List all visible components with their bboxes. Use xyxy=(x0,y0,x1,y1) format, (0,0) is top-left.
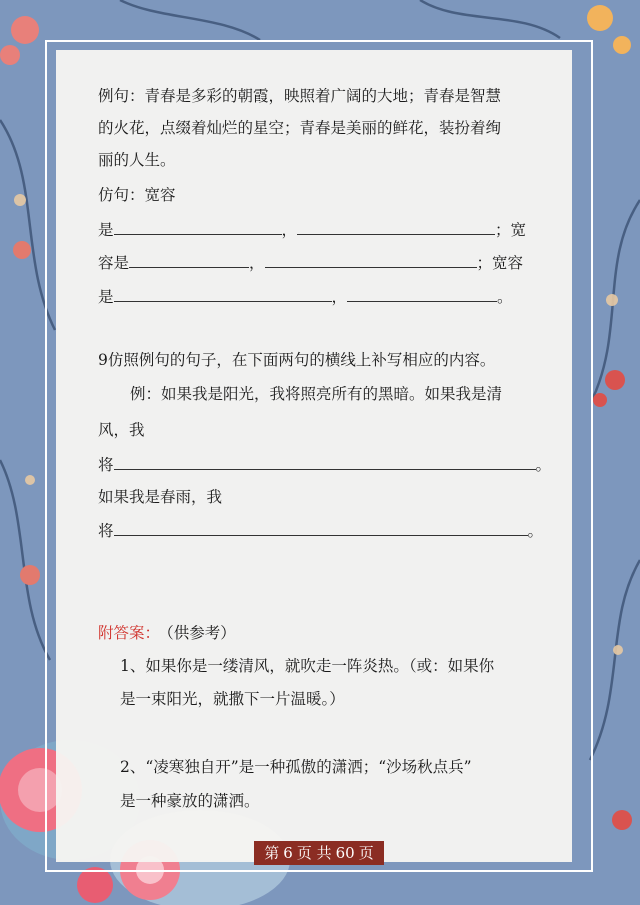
row1-sep: ， xyxy=(281,221,298,239)
question-9-spring: 如果我是春雨，我 xyxy=(98,488,223,506)
page-number-badge xyxy=(254,841,384,865)
row1-start: 是 xyxy=(98,221,114,239)
current-page: 6 xyxy=(283,844,293,862)
flower-top-left xyxy=(0,16,39,65)
row2-end: ；宽容 xyxy=(476,254,524,272)
flower-left xyxy=(13,241,40,585)
question-9-title: 9仿照例句的句子，在下面两句的横线上补写相应的内容。 xyxy=(98,351,496,369)
row3-start: 是 xyxy=(98,288,114,306)
imitation-row-2 xyxy=(98,252,558,274)
row1-end: ；宽 xyxy=(495,221,527,239)
row2-sep: ， xyxy=(249,254,265,272)
imitation-prompt: 仿句：宽容 xyxy=(98,186,176,204)
answer-blank[interactable] xyxy=(347,286,497,302)
flower-right xyxy=(593,370,632,830)
answer-1-line-2: 是一束阳光，就撒下一片温暖。） xyxy=(120,690,345,708)
row3-sep: ， xyxy=(331,288,348,306)
answers-heading: 附答案： xyxy=(98,624,161,642)
imitation-row-3 xyxy=(98,286,558,308)
example-line-3: 丽的人生。 xyxy=(98,151,176,169)
answer-blank[interactable] xyxy=(129,252,249,268)
answer-blank[interactable] xyxy=(114,219,282,235)
answer-blank[interactable] xyxy=(265,252,477,268)
will-2: 将 xyxy=(98,522,114,540)
total-pages: 60 xyxy=(335,844,355,862)
answers-heading-line xyxy=(98,622,558,644)
imitation-row-1 xyxy=(98,219,558,241)
answer-1-line-1: 1、如果你是一缕清风，就吹走一阵炎热。（或：如果你 xyxy=(120,657,495,675)
page-suffix: 页 xyxy=(358,844,374,862)
row2-start: 容是 xyxy=(98,254,130,272)
end-2: 。 xyxy=(527,522,544,540)
row3-end: 。 xyxy=(497,288,513,306)
example-line-1: 例句：青春是多彩的朝霞，映照着广阔的大地；青春是智慧 xyxy=(98,87,502,105)
answer-blank[interactable] xyxy=(114,454,536,470)
example-line-2: 的火花，点缀着灿烂的星空；青春是美丽的鲜花，装扮着绚 xyxy=(98,119,502,137)
end-1: 。 xyxy=(535,456,552,474)
question-9-example-2: 风，我 xyxy=(98,421,145,439)
answer-blank[interactable] xyxy=(114,520,528,536)
question-9-row-1 xyxy=(98,454,558,476)
answer-blank[interactable] xyxy=(297,219,495,235)
question-9-row-2 xyxy=(98,520,558,542)
answer-blank[interactable] xyxy=(114,286,332,302)
answer-2-line-2: 是一种豪放的潇洒。 xyxy=(120,792,260,810)
flower-top-right xyxy=(587,5,631,54)
answer-2-line-1: 2、“凌寒独自开”是一种孤傲的潇洒；“沙场秋点兵” xyxy=(120,758,472,776)
question-9-example-1: 例：如果我是阳光，我将照亮所有的黑暗。如果我是清 xyxy=(130,385,503,403)
page-middle: 页 共 xyxy=(296,844,332,862)
answers-note: （供参考） xyxy=(166,624,236,642)
page-prefix: 第 xyxy=(264,844,280,862)
will-1: 将 xyxy=(98,456,114,474)
